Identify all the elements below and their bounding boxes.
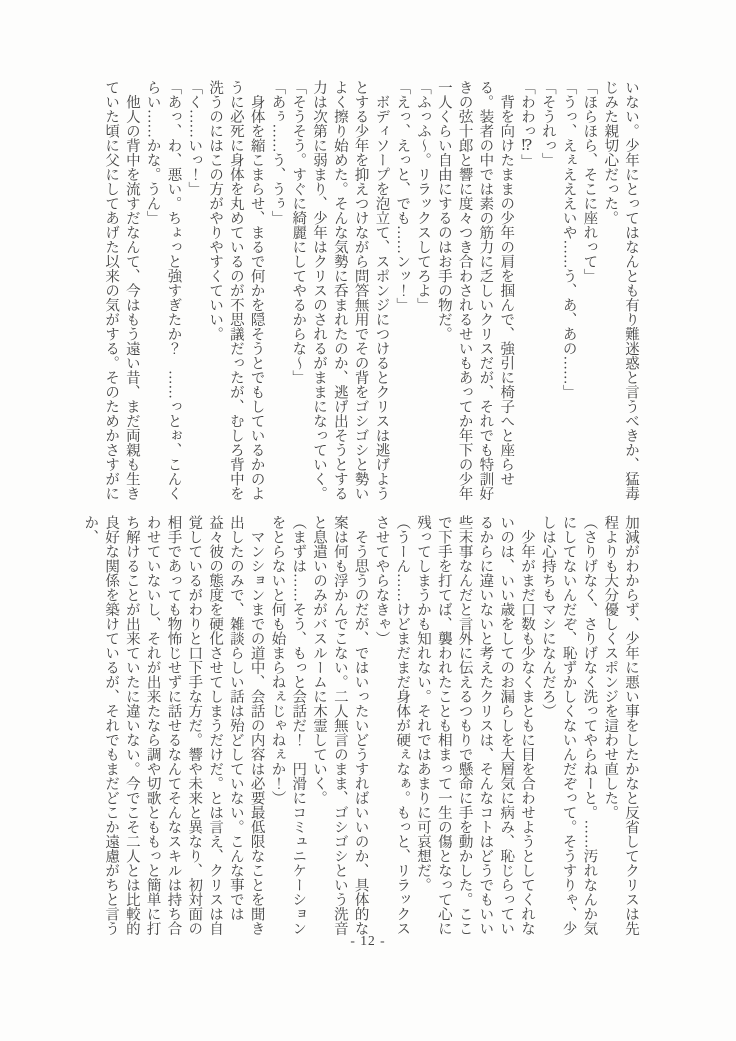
- text-block-top: [99, 80, 641, 504]
- paragraph: 「ほらほら、そこに座れって」: [581, 80, 598, 283]
- paragraph: 「あっ、わ、悪い。ちょっと強すぎたか？ ……っとぉ、こんくらい……かな。うん」: [144, 80, 182, 501]
- paragraph: そう思うのだが、ではいったいどうすればいいのか、具体的な案は何も浮かんでこない。二人無言のまま、ゴシゴシという洗音と息遣いのみがバスルームに木霊していく。: [311, 515, 369, 936]
- paragraph: 「そうそう。すぐに綺麗にしてやるからな〜」: [290, 80, 307, 385]
- paragraph: 「そうれっ」: [539, 80, 556, 167]
- paragraph: （さりげなく、さりげなく洗ってやらねーと。……汚れなんか気にしてないんだぞ、恥ずかしくないんだぞって。そうすりゃ、少しは心持ちもマシになんだろ）: [539, 515, 598, 936]
- text-block-bottom: [82, 515, 641, 939]
- paragraph: 「うっ、えぇえええいや……う、あ、あの……」: [560, 80, 577, 399]
- paragraph: 「わわっ⁉」: [519, 80, 536, 169]
- paragraph: 「ふっふ〜。リラックスしてろよ」: [415, 80, 432, 312]
- paragraph: マンションまでの道中、会話の内容は必要最低限なことを聞き出したのみで、雑談らしい話は殆どしていない。こんな事では益々彼の態度を硬化させてしまうだけだ。とは言え、クリスは自覚しているがわりと口下手な方だ。響や未来と異なり、初対面の相手であっても物怖じせずに話せるなんてそんなスキルは持ち合わせていないし、それが出来たなら調や切歌とももっと簡単に打ち解けることが出来ていたに違いない。今でこそ二人とは比較的良好な関係を築けているが、それでもまだどこか遠慮がちと言うか、: [82, 515, 265, 936]
- paragraph: 背を向けたままの少年の肩を掴んで、強引に椅子へと座らせる。装者の中では素の筋力に乏しいクリスだが、それでも特訓好きの弦十郎と響に度々つき合わされるせいもあってか年下の少年一人くらい自由にするのはお手の物だ。: [435, 80, 515, 501]
- paragraph: 「えっ、えっと、でも……ンッ！」: [394, 80, 411, 312]
- paragraph: （うーん……けどまだまだ身体が硬ぇなぁ。もっと、リラックスさせてやらなきゃ）: [373, 515, 411, 936]
- paragraph: 「あぅ……う、うぅ」: [269, 80, 286, 225]
- paragraph: 「く……いっ！」: [186, 80, 203, 196]
- paragraph: ボディソープを泡立て、スポンジにつけるとクリスは逃げようとする少年を抑えつけながら問答無用でその背をゴシゴシと勢いよく擦り始めた。そんな気勢に呑まれたのか、逃げ出そうとする力は次第に弱まり、少年はクリスのされるがままになっていく。: [311, 80, 390, 501]
- paragraph: 少年がまだ口数も少なくまともに目を合わせようとしてくれないのは、いい歳をしてのお漏らしを大層気に病み、恥じらっているからに違いないと考えたクリスは、そんなコトはどうでもいい些末事なんだと言外に伝えるつもりで懸命に手を動かした。ここで下手を打てば、襲われたことも相まって一生の傷となって心に残ってしまうかも知れない。それではあまりに可哀想だ。: [415, 515, 536, 936]
- paragraph: いない。少年にとってはなんとも有り難迷惑と言うべきか、猛毒じみた親切心だった。: [602, 80, 639, 501]
- paragraph: （まずは……そう、もっと会話だ！ 円滑にコミュニケーションをとらないと何も始まらねぇじゃねぇか！）: [269, 515, 307, 936]
- paragraph: 身体を縮こまらせ、まるで何かを隠そうとでもしているかのように必死に身体を丸めているのが不思議だったが、むしろ背中を洗うのにはこの方がやりやすくていい。: [207, 80, 265, 501]
- page-number: - 12 -: [350, 933, 386, 948]
- paragraph: 他人の背中を流すだなんて、今はもう遠い昔、まだ両親も生きていた頃に父にしてあげた以来の気がする。そのためかさすがに: [103, 80, 140, 501]
- paragraph: 加減がわからず、少年に悪い事をしたかなと反省してクリスは先程よりも大分優しくスポンジを這わせ直した。: [602, 515, 639, 936]
